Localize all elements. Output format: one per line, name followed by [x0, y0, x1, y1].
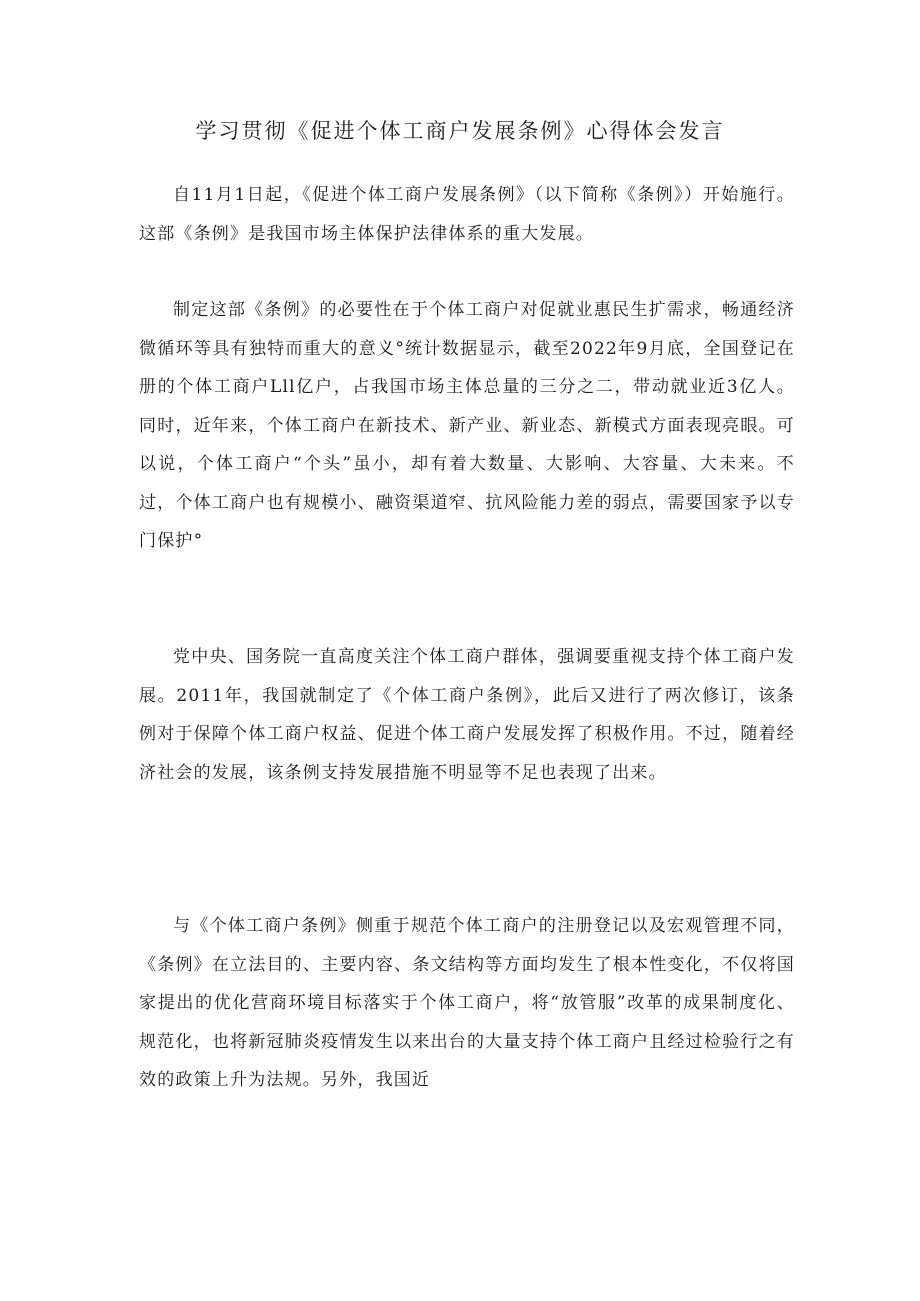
paragraph-3: 党中央、国务院一直高度关注个体工商户群体，强调要重视支持个体工商户发展。2011年，我国就制定了《个体工商户条例》，此后又进行了两次修订，该条例对于保障个体工商户权益、促进个体工商户发展发挥了积极作用。不过，随着经济社会的发展，该条例支持发展措施不明显等不足也表现了出来。	[139, 647, 795, 783]
document-title: 学习贯彻《促进个体工商户发展条例》心得体会发言	[195, 119, 725, 143]
paragraph-2: 制定这部《条例》的必要性在于个体工商户对促就业惠民生扩需求，畅通经济微循环等具有独特而重大的意义°统计数据显示，截至2022年9月底，全国登记在册的个体工商户Lll亿户，占我国市场主体总量的三分之二，带动就业近3亿人。同时，近年来，个体工商户在新技术、新产业、新业态、新模式方面表现亮眼。可以说，个体工商户“个头”虽小，却有着大数量、大影响、大容量、大未来。不过，个体工商户也有规模小、融资渠道窄、抗风险能力差的弱点，需要国家予以专门保护°	[139, 300, 795, 551]
paragraph-4: 与《个体工商户条例》侧重于规范个体工商户的注册登记以及宏观管理不同，《条例》在立法目的、主要内容、条文结构等方面均发生了根本性变化，不仅将国家提出的优化营商环境目标落实于个体工商户，将“放管服”改革的成果制度化、规范化，也将新冠肺炎疫情发生以来出台的大量支持个体工商户且经过检验行之有效的政策上升为法规。另外，我国近	[139, 916, 795, 1090]
paragraph-1: 自11月1日起，《促进个体工商户发展条例》（以下简称《条例》）开始施行。这部《条例》是我国市场主体保护法律体系的重大发展。	[139, 185, 795, 244]
